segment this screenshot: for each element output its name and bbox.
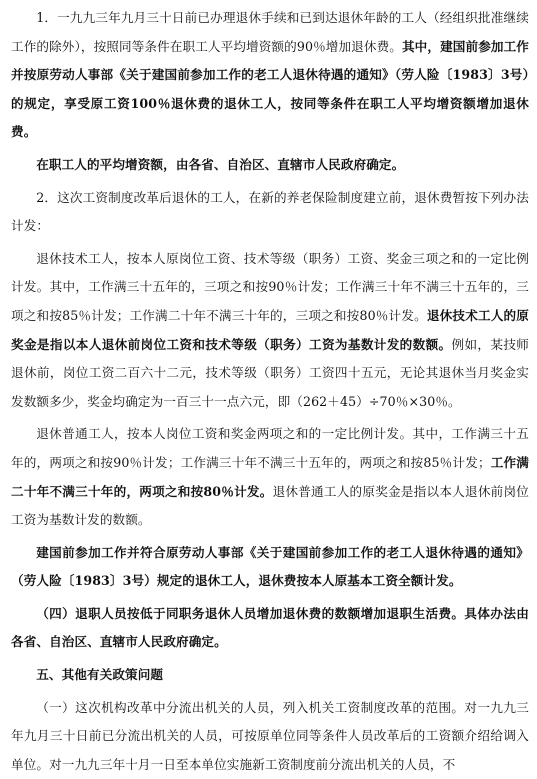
section-heading-other-policies <box>11 661 529 690</box>
section-heading-text: 五、其他有关政策问题 <box>36 667 164 683</box>
paragraph-ordinary-workers <box>11 420 529 534</box>
paragraph-text: （四）退职人员按低于同职务退休人员增加退休费的数额增加退职生活费。具体办法由各省、自治区、直辖市人民政府确定。 <box>11 605 529 650</box>
paragraph-text: 1．一九九三年九月三十日前已办理退休手续和已到达退休年龄的工人（经组织批准继续工作的除外），按照同等条件在职工人平均增资额的90％增加退休费。 <box>11 10 529 54</box>
paragraph-text: 退休技术工人，按本人原岗位工资、技术等级（职务）工资、奖金三项之和的一定比例计发。其中，工作满三十五年的，三项之和按90％计发；工作满三十年不满三十五年的，三项之和按85％计发；工作满二十年不满三十年的，三项之和按80％计发。 <box>11 250 529 323</box>
paragraph-text: 在职工人的平均增资额，由各省、自治区、直辖市人民政府确定。 <box>36 156 405 172</box>
paragraph-text: 2．这次工资制度改革后退休的工人，在新的养老保险制度建立前，退休费暂按下列办法计发： <box>11 189 529 234</box>
paragraph-pre-1949-workers <box>11 539 529 596</box>
paragraph-after-reform-retirees <box>11 184 529 241</box>
paragraph-text: 建国前参加工作并符合原劳动人事部《关于建国前参加工作的老工人退休待遇的通知》（劳人险〔1983〕3号）规定的退休工人，退休费按本人原基本工资全额计发。 <box>11 544 529 589</box>
paragraph-technical-workers <box>11 245 529 417</box>
paragraph-text: 退休普通工人，按本人岗位工资和奖金两项之和的一定比例计发。其中，工作满三十五年的，两项之和按90％计发；工作满三十年不满三十五年的，两项之和按85％计发； <box>11 426 529 470</box>
paragraph-text-emphasis: 其中，建国前参加工作并按原劳动人事部《关于建国前参加工作的老工人退休待遇的通知》（劳人险〔1983〕3号）的规定，享受原工资100％退休费的退休工人，按同等条件在职工人平均增资额增加退休费。 <box>11 38 529 140</box>
paragraph-retired-workers-before-1993 <box>11 4 529 147</box>
paragraph-diverted-personnel <box>11 694 529 779</box>
paragraph-text: （一）这次机构改革中分流出机关的人员，列入机关工资制度改革的范围。对一九九三年九月三十日前已分流出机关的人员，可按原单位同等条件人员改革后的工资额介绍给调入单位。对一九九三年十月一日至本单位实施新工资制度前分流出机关的人员，不 <box>11 699 529 772</box>
paragraph-text: 例如，某技师退休前，岗位工资二百六十二元，技术等级（职务）工资四十五元，无论其退休当月奖金实发数额多少，奖金均确定为一百三十一点六元，即（262＋45）÷70％×30％。 <box>11 336 529 409</box>
paragraph-resigned-staff <box>11 600 529 657</box>
paragraph-text-emphasis: 退休技术工人的原奖金是指以本人退休前岗位工资和技术等级（职务）工资为基数计发的数额。 <box>11 307 529 352</box>
paragraph-text-emphasis: 工作满二十年不满三十年的，两项之和按80％计发。 <box>11 454 529 499</box>
paragraph-text: 退休普通工人的原奖金是指以本人退休前岗位工资为基数计发的数额。 <box>11 483 529 528</box>
paragraph-average-increase <box>11 151 529 180</box>
